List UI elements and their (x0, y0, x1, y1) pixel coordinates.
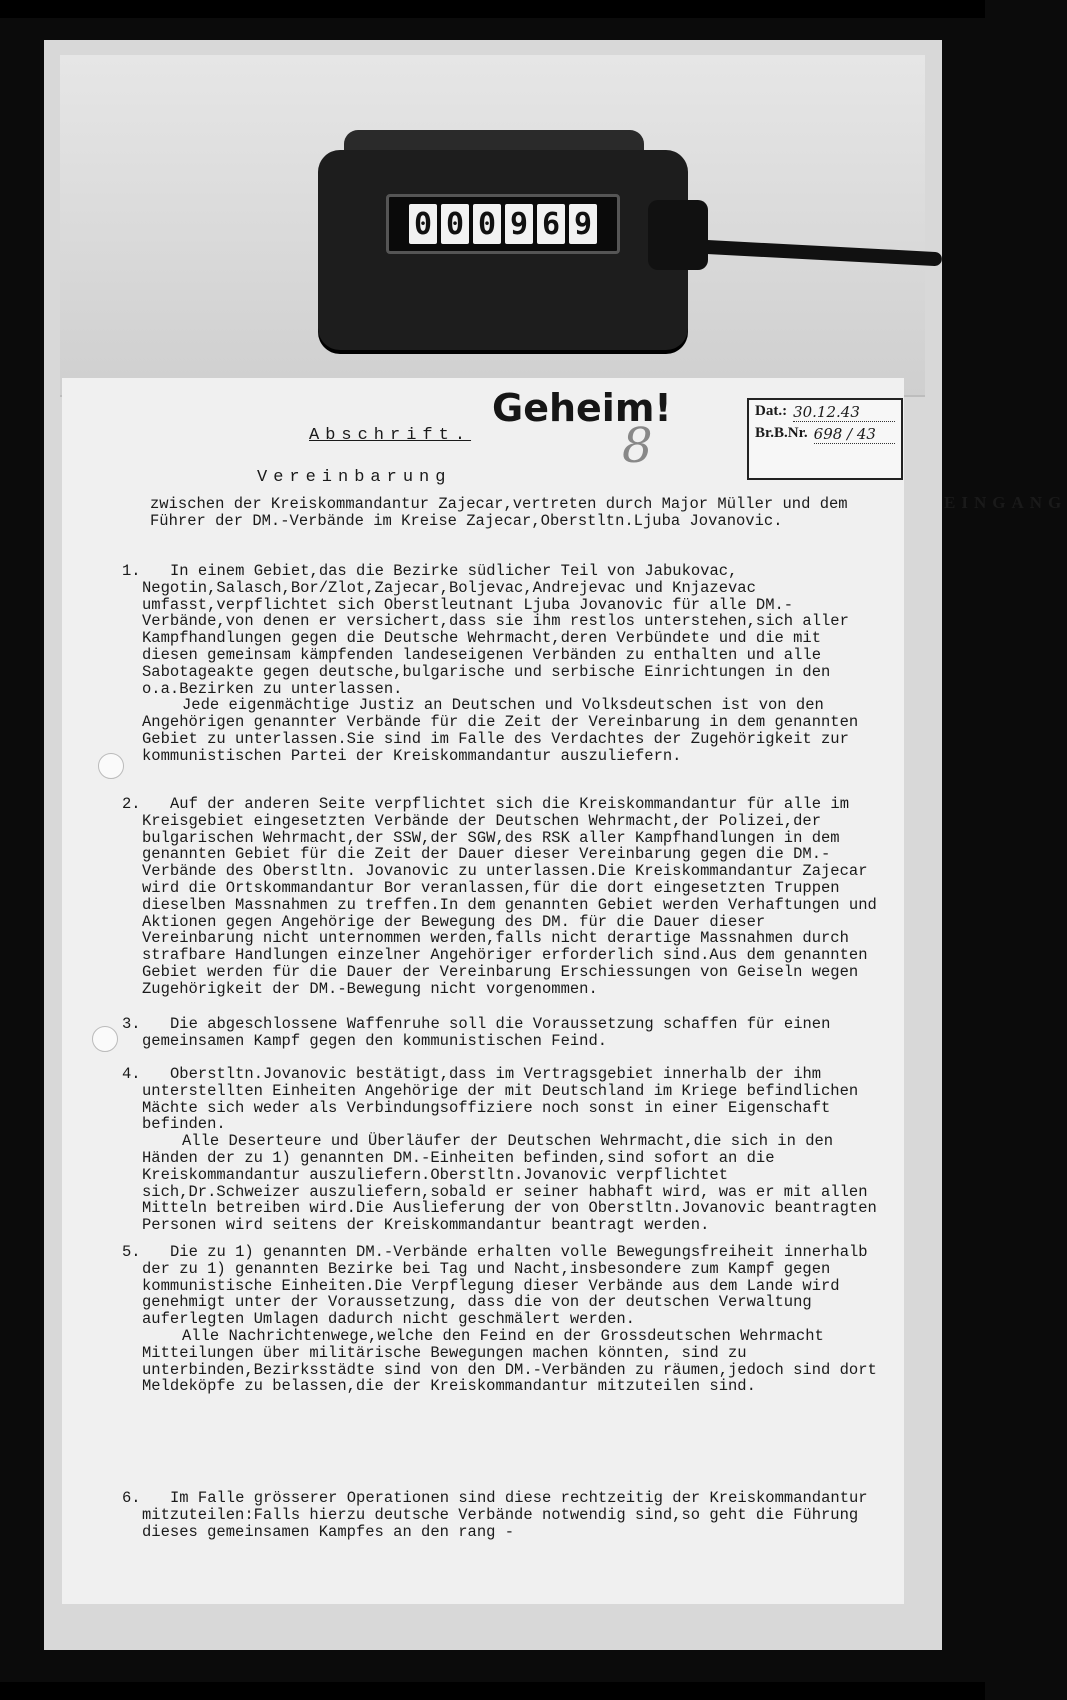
document-page (62, 378, 1067, 1604)
paragraph-text: Auf der anderen Seite verpflichtet sich die Kreiskommandantur für alle im Kreisgebiet eingesetzten Verbände der Deutschen Wehrmacht,der Polizei,der bulgarischen Wehrmacht,der SSW,der SGW,des RSK aller Kampfhandlungen in dem genannten Gebiet für die Zeit der Dauer dieser Vereinbarung gegen die DM.-Verbände des Oberstltn. Jovanovic zu unterlassen.Die Kreiskommandantur Zajecar wird die Ortskommandantur Bor veranlassen,für die dort eingesetzten Truppen dieselben Massnahmen zu treffen.In dem genannten Gebiet werden Verhaftungen und Aktionen gegen Angehörige der Bewegung des DM. für die Dauer dieser Vereinbarung nicht unternommen werden,falls nicht derartige Massnahmen durch strafbare Handlungen einzelner Angehöriger erforderlich sind.Aus dem genannten Gebiet werden für die Dauer der Vereinbarung Erschiessungen von Geiseln wegen Zugehörigkeit der DM.-Bewegung nicht vorgenommen. (142, 795, 877, 998)
film-edge-bottom (0, 1682, 985, 1700)
stamp-date-value: 30.12.43 (793, 403, 895, 422)
paragraph-4 (122, 1065, 882, 1235)
punch-hole (92, 1026, 118, 1052)
document-intro: zwischen der Kreiskommandantur Zajecar,vertreten durch Major Müller und dem Führer der DM.-Verbände im Kreise Zajecar,Oberstltn.Ljuba Jovanovic. (150, 495, 848, 530)
stamp-number-value: 698 / 43 (814, 425, 895, 444)
counter-knob (648, 200, 708, 270)
stamp-title: EINGANG (944, 493, 1067, 512)
counter-digit: 9 (569, 204, 597, 244)
stamp-date-row (749, 400, 901, 422)
classification-stamp: Geheim! (492, 386, 672, 430)
paragraph-number: 4. (122, 1065, 141, 1083)
paragraph-text: Oberstltn.Jovanovic bestätigt,dass im Vertragsgebiet innerhalb der ihm unterstellten Einheiten Angehörige der mit Deutschland im Kriege befindlichen Mächte sich weder als Verbindungsoffiziere noch sonst in einer Eigenschaft befinden. (142, 1065, 859, 1134)
counter-digit: 0 (473, 204, 501, 244)
paragraph-number: 2. (122, 795, 141, 813)
paragraph-text: Jede eigenmächtige Justiz an Deutschen und Volksdeutschen ist von den Angehörigen genannter Verbände für die Zeit der Vereinbarung in dem genannten Gebiet zu unterlassen.Sie sind im Falle des Verdachtes der Zugehörigkeit zur kommunistischen Partei der Kreiskommandantur auszuliefern. (142, 696, 859, 765)
paragraph-5 (122, 1243, 882, 1396)
counter-digit: 0 (409, 204, 437, 244)
paragraph-1 (122, 562, 882, 765)
counter-digit: 9 (505, 204, 533, 244)
paragraph-text: Alle Nachrichtenwege,welche den Feind en der Grossdeutschen Wehrmacht Mitteilungen über militärische Bewegungen machen könnten, sind zu unterbinden,Bezirksstädte sind von den DM.-Verbänden zu räumen,jedoch sind dort Meldeköpfe zu belassen,die der Kreiskommandantur mitzuteilen sind. (142, 1326, 877, 1396)
paragraph-text: In einem Gebiet,das die Bezirke südlicher Teil von Jabukovac, Negotin,Salasch,Bor/Zlot,Zajecar,Boljevac,Andrejevac und Knjazevac umfasst,verpflichtet sich Oberstleutnant Ljuba Jovanovic für alle DM.-Verbände,von denen er versichert,dass sie ihm restlos unterstehen,sich aller Kampfhandlungen gegen die Deutsche Wehrmacht,deren Verbündete und die mit diesen gemeinsam kämpfenden landeseigenen Verbänden zu enthalten und alle Sabotageakte gegen deutsche,bulgarische und serbische Einrichtungen in den o.a.Bezirken zu unterlassen. (142, 562, 849, 698)
stamp-number-row (749, 422, 901, 444)
paragraph-text: Die zu 1) genannten DM.-Verbände erhalten volle Bewegungsfreiheit innerhalb der zu 1) genannten Bezirke bei Tag und Nacht,insbesondere zum Kampf gegen kommunistische Einheiten.Die Verpflegung dieser Verbände aus dem Lande wird genehmigt unter der Voraussetzung, dass die von der deutschen Verwaltung auferlegten Umlagen dadurch nicht geschmälert werden. (142, 1243, 868, 1329)
punch-hole (98, 753, 124, 779)
counter-window (386, 194, 620, 254)
document-title: Vereinbarung (257, 468, 452, 487)
stamp-number-label: Br.B.Nr. (755, 425, 808, 441)
paragraph-number: 3. (122, 1015, 141, 1033)
paragraph-text: Im Falle grösserer Operationen sind diese rechtzeitig der Kreiskommandantur mitzuteilen:Falls hierzu deutsche Verbände notwendig sind,so geht die Führung dieses gemeinsamen Kampfes an den rang - (142, 1489, 868, 1541)
document-subtitle: Abschrift. (309, 426, 472, 445)
paragraph-number: 1. (122, 562, 141, 580)
received-stamp (747, 398, 1067, 512)
frame-counter-device (318, 130, 708, 355)
stamp-date-label: Dat.: (755, 403, 788, 419)
film-edge-top (0, 0, 985, 18)
paragraph-text: Die abgeschlossene Waffenruhe soll die Voraussetzung schaffen für einen gemeinsamen Kampf gegen den kommunistischen Feind. (142, 1015, 831, 1050)
paragraph-number: 5. (122, 1243, 141, 1261)
paragraph-text: Alle Deserteure und Überläufer der Deutschen Wehrmacht,die sich in den Händen der zu 1) genannten DM.-Einheiten befinden,sind sofort an die Kreiskommandantur auszuliefern.Oberstltn.Jovanovic verpflichtet sich,Dr.Schweizer auszuliefern,sobald er seiner habhaft wird, was er mit allen Mitteln betreiben wird.Die Auslieferung der von Oberstltn.Jovanovic beantragten Personen wird seitens der Kreiskommandantur beantragt werden. (142, 1132, 877, 1235)
paragraph-number: 6. (122, 1489, 141, 1507)
paragraph-6 (122, 1489, 882, 1541)
paragraph-3 (122, 1015, 882, 1050)
paragraph-2 (122, 795, 882, 998)
pencil-annotation: 8 (622, 418, 653, 474)
counter-digit: 6 (537, 204, 565, 244)
counter-digit: 0 (441, 204, 469, 244)
